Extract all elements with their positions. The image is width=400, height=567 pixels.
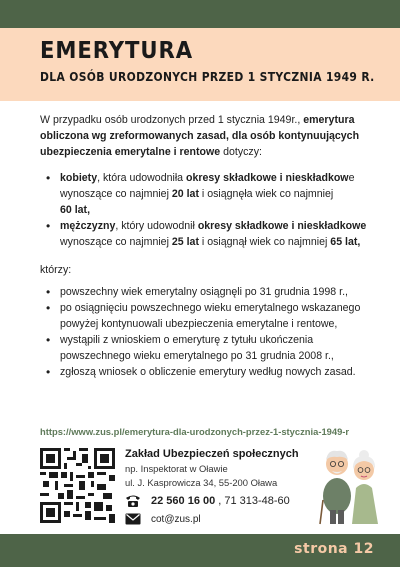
eligibility-list [40, 170, 380, 250]
list-item: • zgłoszą wniosek o obliczenie emerytury według nowych zasad. [40, 364, 380, 380]
men-years: 25 lat [171, 236, 199, 248]
intro-text-1: W przypadku osób urodzonych przed 1 stycznia 1949r., [40, 114, 304, 126]
women-bold-periods: okresy składkowe i nieskładkow [186, 172, 349, 184]
intro-paragraph [40, 112, 380, 160]
women-text-1: , która udowodniła [97, 172, 187, 184]
phone-row[interactable] [125, 494, 315, 508]
women-text-3: i osiągnęła wiek co najmniej [198, 188, 334, 200]
who-label: którzy: [40, 264, 72, 276]
email-address: cot@zus.pl [151, 513, 201, 525]
conditions-list [40, 284, 380, 380]
phone-other: , 71 313-48-60 [218, 495, 290, 507]
men-text-3: i osiągnął wiek co najmniej [198, 236, 331, 248]
men-label: mężczyzny [60, 220, 116, 232]
phone-icon [125, 494, 141, 508]
phone-main: 22 560 16 00 [151, 495, 216, 507]
footer-band [0, 534, 400, 567]
org-name: Zakład Ubezpieczeń społecznych [125, 448, 299, 460]
email-row[interactable] [125, 513, 315, 525]
list-item-men [40, 218, 380, 250]
men-text-2: wynoszące co najmniej [60, 236, 172, 248]
intro-text-2: dotyczy: [220, 146, 262, 158]
address: ul. J. Kasprowicza 34, 55-200 Oława [125, 477, 278, 488]
page-title: EMERYTURA [40, 38, 193, 64]
page-subtitle: DLA OSÓB URODZONYCH PRZED 1 STYCZNIA 1949 R. [40, 69, 375, 84]
women-text-2: e wynoszące co najmniej [60, 172, 355, 200]
men-age: 65 lat, [330, 236, 361, 248]
info-link[interactable]: https://www.zus.pl/emerytura-dla-urodzonych-przez-1-stycznia-1949-r [40, 426, 350, 437]
branch-name: np. Inspektorat w Oławie [125, 463, 228, 474]
header-banner [0, 28, 400, 101]
women-age: 60 lat, [60, 204, 91, 216]
women-label: kobiety [60, 172, 98, 184]
qr-code-icon[interactable] [40, 448, 115, 523]
mail-icon [125, 513, 141, 525]
list-item: • po osiągnięciu powszechnego wieku emerytalnego wskazanego powyżej kontynuowali ubezpieczenia emerytalne i rentowe, [40, 300, 380, 332]
men-bold-periods: okresy składkowe i nieskładkowe [197, 220, 367, 232]
women-years: 20 lat [171, 188, 199, 200]
list-item-women [40, 170, 380, 218]
men-text-1: , który udowodnił [115, 220, 198, 232]
list-item: • powszechny wiek emerytalny osiągnęli po 31 grudnia 1998 r., [40, 284, 380, 300]
seniors-illustration-icon [318, 440, 382, 526]
top-band [0, 0, 400, 28]
intro-bold: emerytura obliczona wg zreformowanych zasad, dla osób kontynuujących ubezpieczenia emerytalne i rentowe [40, 114, 360, 158]
list-item: • wystąpili z wnioskiem o emeryturę z tytułu ukończenia powszechnego wieku emerytalnego po 31 grudnia 2008 r., [40, 332, 380, 364]
main-content [40, 112, 380, 380]
contact-block [125, 447, 315, 525]
page-number: strona 12 [294, 541, 374, 557]
